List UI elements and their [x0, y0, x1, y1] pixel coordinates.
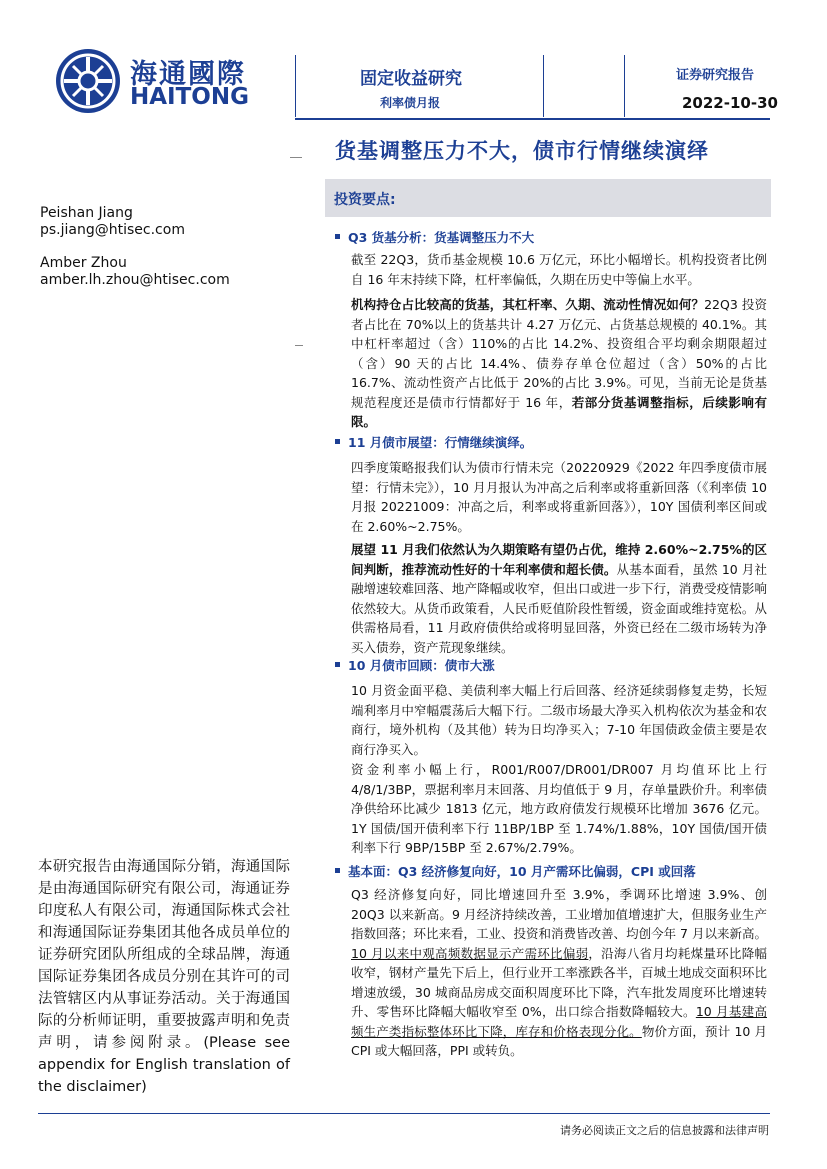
bullet-icon	[335, 439, 340, 444]
section-paragraph: 资金利率小幅上行，R001/R007/DR001/DR007 月均值环比上行 4/8/1/3BP，票据利率月末回落、月均值低于 9 月，存单量跌价升。利率债净供给环比减少 1813 亿元，地方政府债发行规模环比增加 3676 亿元。1Y 国债/国开债利率下行 11BP/1BP 至 1.74%/1.88%，10Y 国债/国开债利率下行 9BP/15BP 至 2.67%/2.79%。	[351, 762, 767, 855]
report-subcategory: 利率债月报	[380, 96, 441, 110]
section-paragraph: Q3 经济修复向好，同比增速回升至 3.9%，季调环比增速 3.9%、创 20Q3 以来新高。9 月经济持续改善，工业增加值增速扩大，但服务业生产指数回落；环比来看，工业、投资和消费皆改善、均创今年 7 月以来新高。10 月以来中观高频数据显示产需环比偏弱，沿海八省月均耗煤量环比降幅收窄，钢材产量先下后上，但行业开工率涨跌各半，百城土地成交面积环比增速放缓，30 城商品房成交面积周度环比下降，汽车批发周度环比增速转升、零售环比降幅大幅收窄至 0%，出口综合指数降幅较大。10 月基建高频生产类指标整体环比下降，库存和价格表现分化。物价方面，预计 10 月 CPI 或大幅回落，PPI 或转负。	[351, 887, 767, 1058]
section-heading: 基本面：Q3 经济修复向好，10 月产需环比偏弱，CPI 或回落	[335, 862, 696, 880]
logo-name-cn: 海通國際	[130, 59, 246, 90]
header-divider	[624, 55, 625, 117]
bullet-icon	[335, 662, 340, 667]
section-heading: 11 月债市展望：行情继续演绎。	[335, 433, 532, 451]
section-paragraph: 机构持仓占比较高的货基，其杠杆率、久期、流动性情况如何？22Q3 投资者占比在 70%以上的货基共计 4.27 万亿元、占货基总规模的 40.1%。其中杠杆率超过（含）110%的占比 14.2%、投资组合平均剩余期限超过（含）90 天的占比 14.4%、债券存单仓位超过（含）50%的占比 16.7%、流动性资产占比低于 20%的占比 3.9%。可见，当前无论是货基规范程度还是债市行情都好于 16 年，若部分货基调整指标，后续影响有限。	[351, 297, 767, 429]
disclaimer-text: 本研究报告由海通国际分销，海通国际是由海通国际研究有限公司，海通证券印度私人有限公司，海通国际株式会社和海通国际证券集团其他各成员单位的证券研究团队所组成的全球品牌，海通国际证券集团各成员分别在其许可的司法管辖区内从事证券活动。关于海通国际的分析师证明，重要披露声明和免责声明，请参阅附录。(Please see appendix for English translation of the disclaimer)	[38, 859, 290, 1095]
bullet-icon	[335, 868, 340, 873]
margin-tick	[290, 157, 302, 158]
header-rule	[295, 118, 770, 120]
report-type: 证券研究报告	[676, 68, 755, 83]
bullet-icon	[335, 234, 340, 239]
footer-note: 请务必阅读正文之后的信息披露和法律声明	[560, 1124, 769, 1137]
section-heading: 10 月债市回顾：债市大涨	[335, 656, 495, 674]
report-category: 固定收益研究	[360, 69, 462, 89]
section-paragraph: 四季度策略报我们认为债市行情未完（20220929《2022 年四季度债市展望：行情未完》），10 月月报认为冲高之后利率或将重新回落（《利率债 10 月报 20221009：冲高之后，利率或将重新回落》），10Y 国债利率区间或在 2.60%~2.75%。	[351, 460, 767, 534]
haitong-logo-icon	[55, 48, 121, 114]
logo-name-en: HAITONG	[130, 84, 249, 110]
report-date: 2022-10-30	[682, 94, 778, 112]
key-points-bar	[325, 179, 771, 217]
header-divider	[543, 55, 544, 117]
margin-tick	[295, 345, 303, 346]
author-email[interactable]: amber.lh.zhou@htisec.com	[40, 272, 230, 288]
section-paragraph: 展望 11 月我们依然认为久期策略有望仍占优，维持 2.60%~2.75%的区间判断，推荐流动性好的十年利率债和超长债。从基本面看，虽然 10 月社融增速较难回落、地产降幅或收窄，但出口或进一步下行，消费受疫情影响依然较大。从货币政策看，人民币贬值阶段性暂缓，资金面或维持宽松。从供需格局看，11 月政府债供给或将明显回落，外资已经在二级市场转为净买入债券，资产荒现象继续。	[351, 542, 767, 655]
section-heading: Q3 货基分析：货基调整压力不大	[335, 228, 534, 246]
author-name: Peishan Jiang	[40, 205, 133, 221]
header-divider	[295, 55, 296, 117]
key-points-label: 投资要点:	[334, 192, 396, 208]
footer-rule	[38, 1113, 770, 1114]
section-paragraph: 10 月资金面平稳、美债利率大幅上行后回落、经济延续弱修复走势，长短端利率月中窄幅震荡后大幅下行。二级市场最大净买入机构依次为基金和农商行，境外机构（及其他）转为日均净买入；7-10 年国债政金债主要是农商行净买入。	[351, 683, 767, 757]
author-name: Amber Zhou	[40, 255, 127, 271]
author-email[interactable]: ps.jiang@htisec.com	[40, 222, 185, 238]
section-paragraph: 截至 22Q3，货币基金规模 10.6 万亿元，环比小幅增长。机构投资者比例自 16 年末持续下降，杠杆率偏低，久期在历史中等偏上水平。	[351, 252, 767, 287]
report-title: 货基调整压力不大，债市行情继续演绎	[335, 139, 709, 163]
